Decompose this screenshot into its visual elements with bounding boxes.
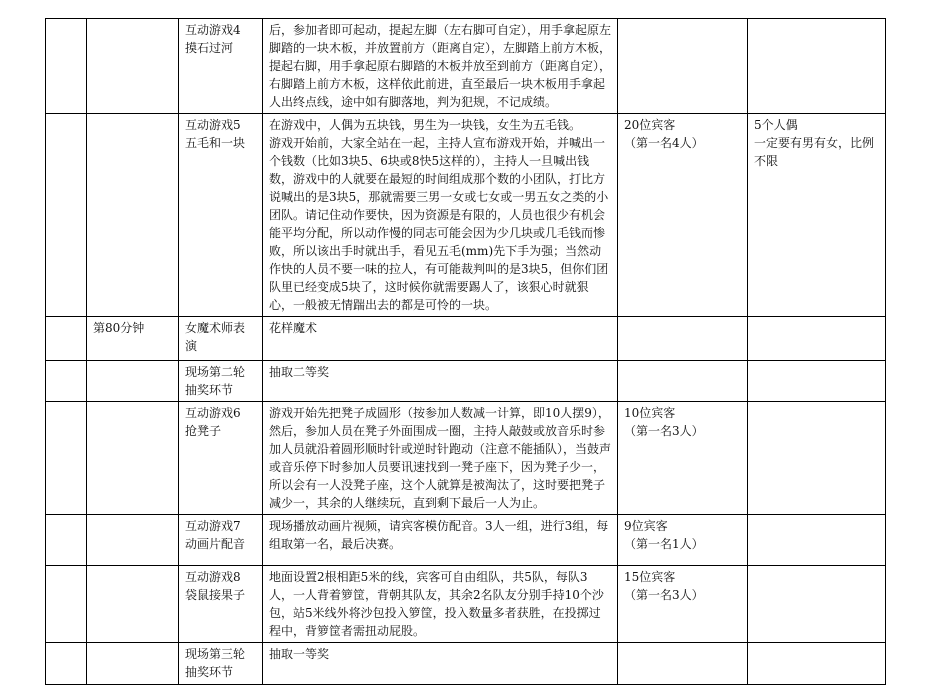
time-cell: 第80分钟 <box>87 317 179 361</box>
blank-cell <box>46 643 87 685</box>
game-description-cell <box>263 114 618 317</box>
time-cell <box>87 361 179 402</box>
prize-cell <box>748 361 886 402</box>
time-cell <box>87 566 179 643</box>
game-name-cell: 女魔术师表演 <box>179 317 263 361</box>
game-name: 互动游戏6 抢凳子 <box>185 406 241 438</box>
game-description-cell: 后，参加者即可起动，提起左脚（左右脚可自定），用手拿起原左脚踏的一块木板，并放置前方（距离自定），左脚踏上前方木板，提起右脚，用手拿起原右脚踏的木板并放至到前方（距离自定），右脚踏上前方木板，这样依此前进，直至最后一块木板用手拿起人出终点线，途中如有脚落地，判为犯规，不记成绩。 <box>263 19 618 114</box>
time-cell <box>87 515 179 566</box>
game-description-cell: 地面设置2根相距5米的线，宾客可自由组队，共5队，每队3人，一人背着箩筐，背朝其队友，其余2名队友分别手持10个沙包，站5米线外将沙包投入箩筐，投入数量多者获胜，在投掷过程中，背箩筐者需扭动屁股。 <box>263 566 618 643</box>
time-cell <box>87 19 179 114</box>
prize-cell <box>748 402 886 515</box>
game-description-cell: 游戏开始先把凳子成圆形（按参加人数减一计算，即10人摆9），然后，参加人员在凳子外面围成一圈，主持人敲鼓或放音乐时参加人员就沿着圆形顺时针或逆时针跑动（注意不能插队），当鼓声或音乐停下时参加人员要讯速找到一凳子座下，因为凳子少一，所以会有一人没凳子座，这个人就算是被淘汰了，这时要把凳子减少一，其余的人继续玩，直到剩下最后一人为止。 <box>263 402 618 515</box>
guests-cell <box>618 566 748 643</box>
game-name: 互动游戏7 动画片配音 <box>185 519 246 551</box>
guests-cell <box>618 402 748 515</box>
blank-cell <box>46 317 87 361</box>
guests-text: 20位宾客 （第一名4人） <box>624 118 704 150</box>
prize-cell <box>748 566 886 643</box>
prize-cell <box>748 19 886 114</box>
guests-cell <box>618 515 748 566</box>
game-name: 互动游戏5 五毛和一块 <box>185 118 246 150</box>
game-name-cell: 现场第二轮抽奖环节 <box>179 361 263 402</box>
table-row <box>46 402 886 515</box>
guests-cell <box>618 361 748 402</box>
game-name-cell <box>179 515 263 566</box>
guests-cell <box>618 19 748 114</box>
guests-text: 10位宾客 （第一名3人） <box>624 406 704 438</box>
guests-text: 15位宾客 （第一名3人） <box>624 570 704 602</box>
table-row <box>46 643 886 685</box>
guests-text: 9位宾客 （第一名1人） <box>624 519 704 551</box>
guests-cell <box>618 114 748 317</box>
schedule-table <box>45 18 886 685</box>
prize-text: 5个人偶 一定要有男有女，比例不限 <box>754 118 875 168</box>
table-row <box>46 515 886 566</box>
game-description-cell: 抽取二等奖 <box>263 361 618 402</box>
prize-cell <box>748 317 886 361</box>
game-name-cell <box>179 402 263 515</box>
table-row <box>46 19 886 114</box>
blank-cell <box>46 19 87 114</box>
game-name-cell: 现场第三轮抽奖环节 <box>179 643 263 685</box>
game-name-cell <box>179 114 263 317</box>
game-name: 互动游戏4 摸石过河 <box>185 23 241 55</box>
table-row <box>46 566 886 643</box>
game-description-cell: 花样魔术 <box>263 317 618 361</box>
blank-cell <box>46 402 87 515</box>
guests-cell <box>618 643 748 685</box>
table-row <box>46 317 886 361</box>
blank-cell <box>46 566 87 643</box>
game-name-cell <box>179 19 263 114</box>
prize-cell <box>748 515 886 566</box>
blank-cell <box>46 361 87 402</box>
game-name: 互动游戏8 袋鼠接果子 <box>185 570 246 602</box>
time-cell <box>87 402 179 515</box>
prize-cell <box>748 114 886 317</box>
table-row <box>46 114 886 317</box>
game-description: 在游戏中，人偶为五块钱，男生为一块钱，女生为五毛钱。 游戏开始前，大家全站在一起，主持人宣布游戏开始，并喊出一个钱数（比如3块5、6块或8快5这样的），主持人一旦喊出钱数，游戏中的人就要在最短的时间组成那个数的小团队，打比方说喊出的是3块5，那就需要三男一女或七女或一男五女之类的小团队。请记住动作要快，因为资源是有限的，人员也很少有机会能平均分配，所以动作慢的同志可能会因为少几块或几毛钱而惨败，所以该出手时就出手，看见五毛(mm)先下手为强；当然动作快的人员不要一味的拉人，有可能裁判叫的是3块5，但你们团队里已经变成5块了，这时候你就需要踢人了，该狠心时就狠心，一般被无情踹出去的都是可怜的一块。 <box>269 118 609 312</box>
game-description-cell: 现场播放动画片视频，请宾客模仿配音。3人一组，进行3组，每组取第一名，最后决赛。 <box>263 515 618 566</box>
blank-cell <box>46 515 87 566</box>
prize-cell <box>748 643 886 685</box>
game-description-cell: 抽取一等奖 <box>263 643 618 685</box>
game-name-cell <box>179 566 263 643</box>
time-cell <box>87 643 179 685</box>
time-cell <box>87 114 179 317</box>
blank-cell <box>46 114 87 317</box>
table-row <box>46 361 886 402</box>
guests-cell <box>618 317 748 361</box>
